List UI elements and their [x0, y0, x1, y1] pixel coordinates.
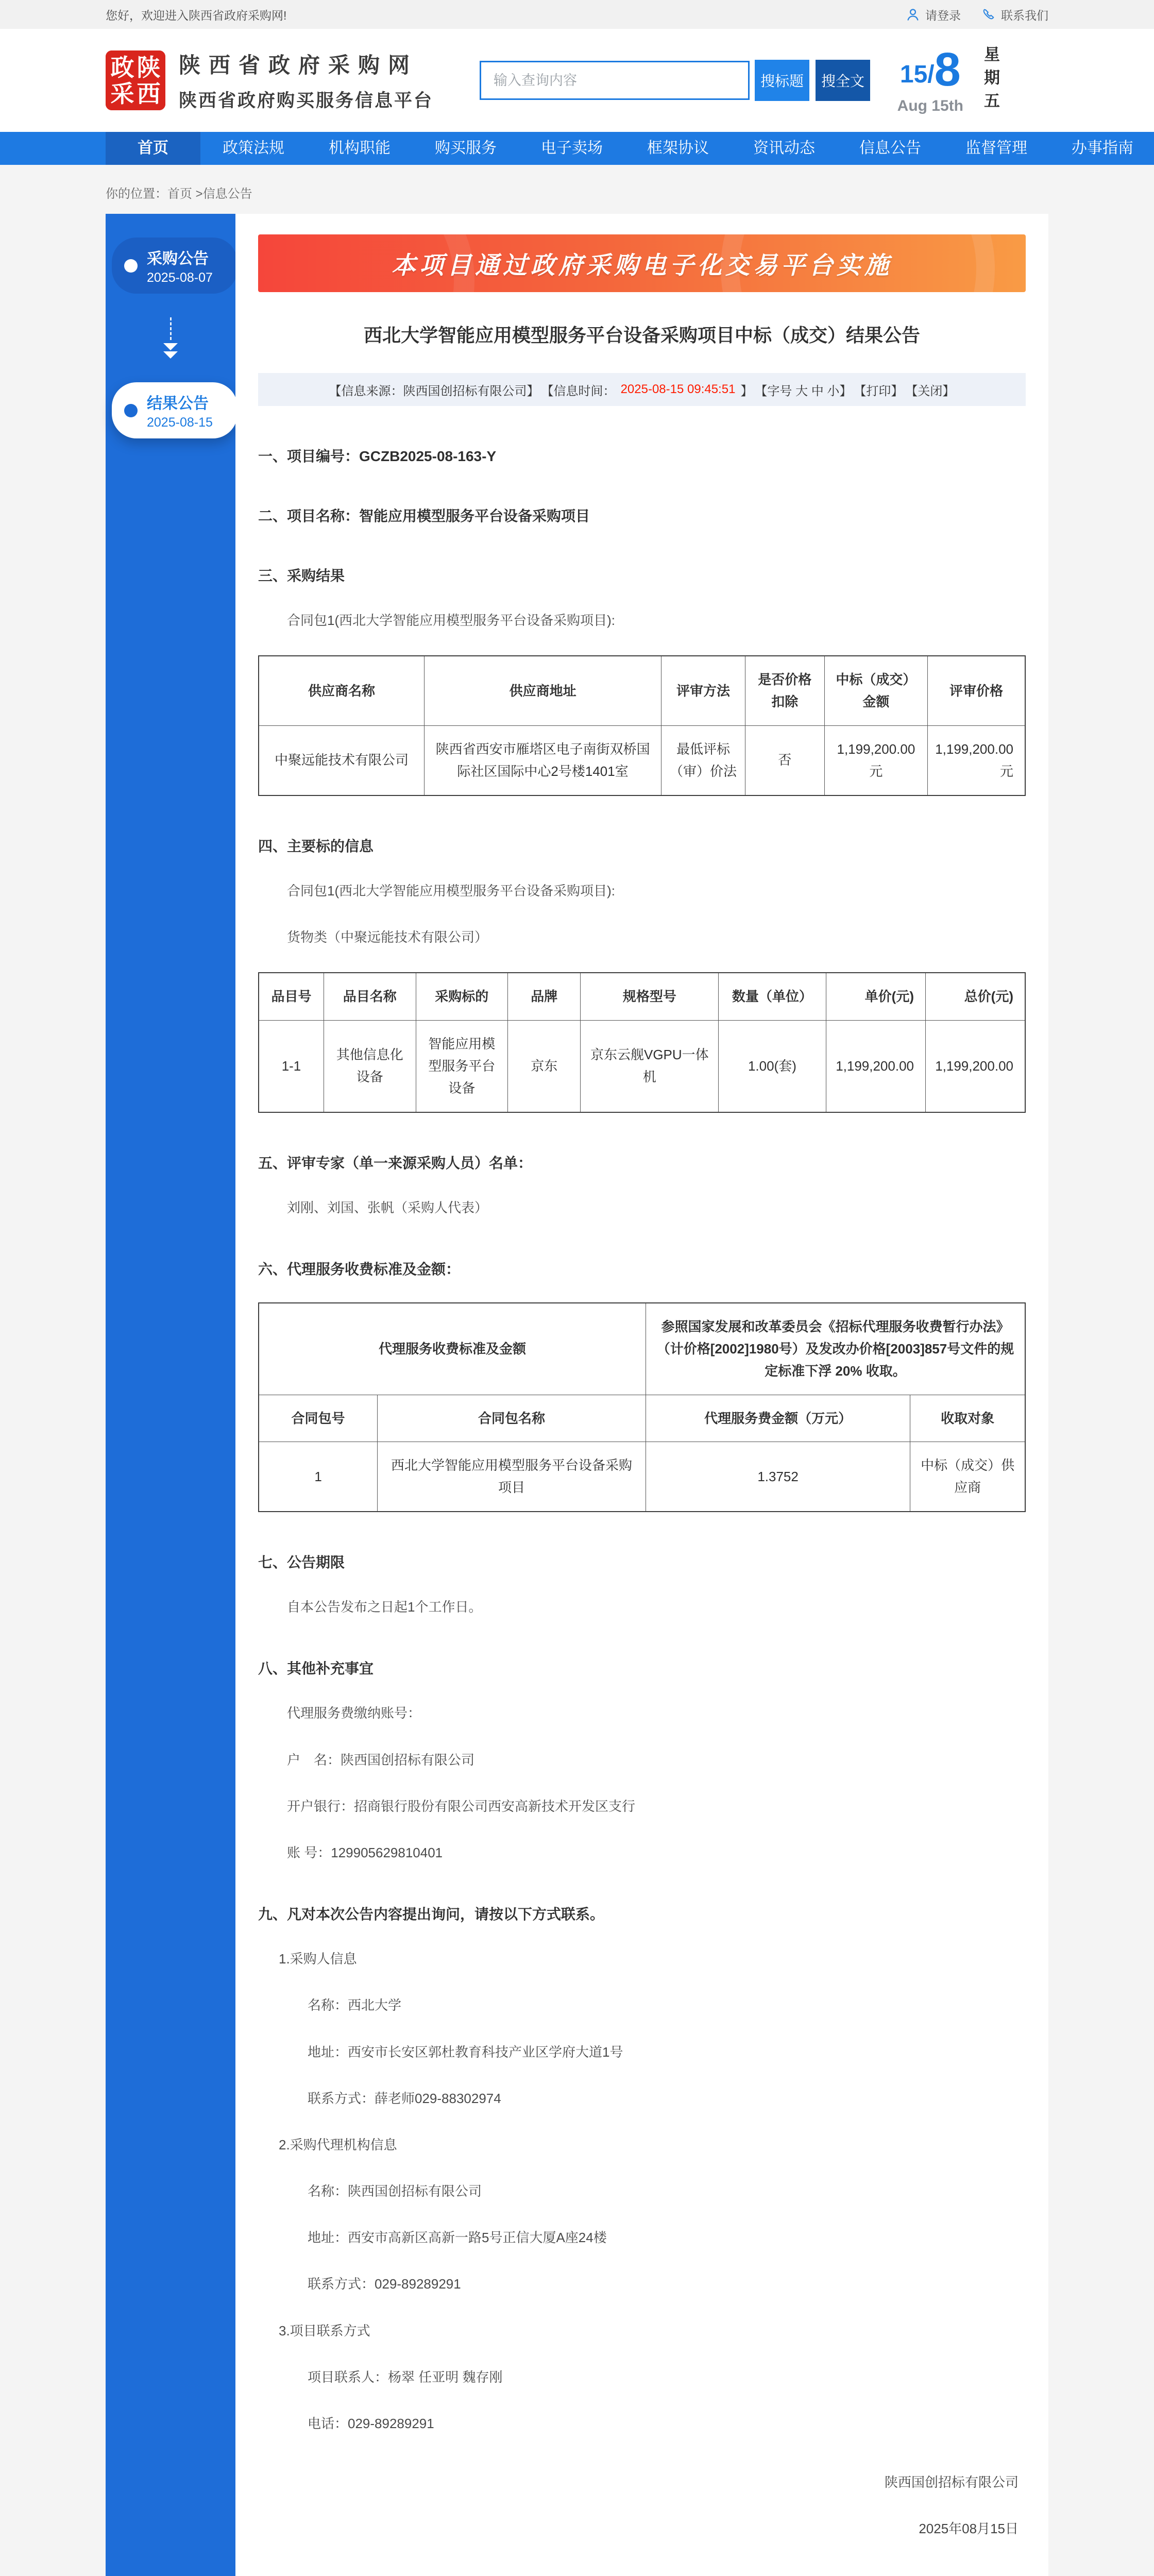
section-supplement-heading: 八、其他补充事宜 — [258, 1660, 374, 1677]
table-header-row: 供应商名称 供应商地址 评审方法 是否价格扣除 中标（成交）金额 评审价格 — [259, 656, 1025, 725]
section-agency-fee-heading: 六、代理服务收费标准及金额： — [258, 1261, 461, 1277]
article-meta-bar: 【信息来源：陕西国创招标有限公司】 【信息时间： 2025-08-15 09:45:51 】 【字号 大 中 小】 【打印】 【关闭】 — [258, 373, 1026, 406]
date-weekday: 星期五 — [981, 45, 999, 115]
contact-link[interactable]: 联系我们 — [981, 6, 1048, 23]
section-contact-heading: 九、凡对本次公告内容提出询问，请按以下方式联系。 — [258, 1906, 605, 1923]
section-period-heading: 七、公告期限 — [258, 1554, 345, 1571]
meta-time: 2025-08-15 09:45:51 — [620, 382, 736, 396]
subject-items-table — [258, 972, 1026, 1113]
table-header-row: 品目号 品目名称 采购标的 品牌 规格型号 数量（单位） 单价(元) 总价(元) — [259, 973, 1025, 1020]
nav-item-policies[interactable]: 政策法规 — [223, 140, 284, 157]
search-bar — [480, 60, 870, 101]
search-title-button[interactable]: 搜标题 — [755, 60, 809, 101]
timeline-arrow-down-icon — [106, 317, 235, 359]
user-icon — [906, 7, 920, 22]
date-widget: 15 / 8 Aug 15th 星期五 — [897, 46, 1048, 115]
phone-icon — [981, 7, 996, 22]
meta-source: 【信息来源：陕西国创招标有限公司】 — [329, 384, 539, 398]
table-header-row: 合同包号 合同包名称 代理服务费金额（万元） 收取对象 — [259, 1395, 1025, 1442]
nav-item-framework[interactable]: 框架协议 — [647, 140, 709, 157]
table-row: 代理服务收费标准及金额 参照国家发展和改革委员会《招标代理服务收费暂行办法》（计价格[2002]1980号）及发改办价格[2003]857号文件的规定标准下浮 20% 收取。 — [259, 1303, 1025, 1395]
date-month: 8 — [934, 43, 961, 96]
section-project-number: 一、项目编号：GCZB2025-08-163-Y — [258, 448, 497, 464]
nav-item-guide[interactable]: 办事指南 — [1072, 140, 1133, 157]
nav-item-emall[interactable]: 电子卖场 — [541, 140, 603, 157]
main-nav — [0, 132, 1154, 165]
signoff-date: 2025年08月15日 — [919, 2521, 1019, 2537]
welcome-text: 您好，欢迎进入陕西省政府采购网! — [106, 8, 287, 22]
site-header — [0, 29, 1154, 132]
site-title: 陕西省政府采购网 — [179, 53, 418, 77]
nav-item-news[interactable]: 资讯动态 — [753, 140, 815, 157]
nav-item-announcements[interactable]: 信息公告 — [859, 140, 921, 157]
date-day: 15 — [900, 61, 928, 88]
section-subject-heading: 四、主要标的信息 — [258, 838, 374, 854]
breadcrumb-current: 信息公告 — [202, 187, 252, 201]
date-english: Aug 15th — [897, 97, 963, 114]
section-project-name: 二、项目名称：智能应用模型服务平台设备采购项目 — [258, 508, 590, 524]
timeline-dot-icon — [124, 259, 138, 273]
close-button[interactable]: 【关闭】 — [905, 384, 955, 398]
article-card: 本项目通过政府采购电子化交易平台实施 西北大学智能应用模型服务平台设备采购项目中标（成交）结果公告 【信息来源：陕西国创招标有限公司】 【信息时间： 2025-08-15 09:45:51 】 【字号 大 中 小】 【打印】 【关闭】 一、项目编号：GCZB2025-08-163-Y 二、项目名称：智能应用模型服务平台设备采购项目 三、采购结果 合同包1(西北大学智能应用模型服务平台设备采购项目): 供应商名称 供应商地址 评审方法 是否价格扣除 中标（成交）金额 评审价格 中聚远能技术有限公司 陕西省西安市雁塔区电子南街双桥国际社区国际中心2号楼1401室 最低评标（审）价法 否 1,199,200.00元 1,199,200.00 元 四、主要标的信息 合同包1(西北大学智能应用模型服务平台设备采购项目): 货物类（中聚远能技术有限公司） 品目号 品目名称 采购标的 品牌 规格型号 数量（单位） 单价(元) 总价(元) 1-1 其他信息化设备 智能应用模型服务平台设备 京东 京东云舰VGPU一体机 1.00(套) 1,199,200.00 1,199,200.00 五、评审专家（单一来源采购人员）名单： 刘刚、刘国、张帆（采购人代表） 六、代理服务收费标准及金额： 代理服务收费标准及金额 参照国家发展和改革委员会《招标代理服务收费暂行办法》（计价格[2002]1980号）及发改办价格[2003]857号文件的规定标准下浮 20% 收取。 合同包号 合同包名称 代理服务费金额（万元） 收取对象 1 西北大学智能应用模型服务平台设备采购项目 1.3752 中标（成交）供应商 七、公告期限 自本公告发布之日起1个工作日。 八、其他补充事宜 代理服务费缴纳账号： 户 名：陕西国创招标有限公司 开户银行：招商银行股份有限公司西安高新技术开发区支行 账 号：129905629810401 九、凡对本次公告内容提出询问，请按以下方式联系。 1.采购人信息 名称：西北大学 地址：西安市长安区郭杜教育科技产业区学府大道1号 联系方式：薛老师029-88302974 2.采购代理机构信息 名称：陕西国创招标有限公司 地址：西安市高新区高新一路5号正信大厦A座24楼 联系方式：029-89289291 3.项目联系方式 项目联系人：杨翠 任亚明 魏存刚 电话：029-89289291 陕西国创招标有限公司 2025年08月15日 — [235, 214, 1048, 2576]
table-row: 1-1 其他信息化设备 智能应用模型服务平台设备 京东 京东云舰VGPU一体机 1.00(套) 1,199,200.00 1,199,200.00 — [259, 1021, 1025, 1112]
search-input[interactable] — [480, 61, 750, 100]
site-subtitle: 陕西省政府购买服务信息平台 — [179, 91, 434, 111]
logo-seal-icon: 政 陕 采 西 — [106, 50, 165, 110]
signoff-company: 陕西国创招标有限公司 — [884, 2475, 1019, 2490]
nav-item-functions[interactable]: 机构职能 — [329, 140, 391, 157]
agency-fee-table — [258, 1302, 1026, 1512]
topbar — [0, 0, 1154, 29]
sidebar-item-procurement-notice[interactable]: 采购公告 2025-08-07 — [112, 238, 237, 294]
login-link[interactable]: 请登录 — [906, 6, 961, 23]
nav-item-purchase-service[interactable]: 购买服务 — [435, 140, 497, 157]
search-fulltext-button[interactable]: 搜全文 — [816, 60, 870, 101]
print-button[interactable]: 【打印】 — [854, 384, 904, 398]
supplier-result-table — [258, 655, 1026, 796]
table-row: 1 西北大学智能应用模型服务平台设备采购项目 1.3752 中标（成交）供应商 — [259, 1442, 1025, 1512]
timeline-dot-icon — [124, 404, 138, 417]
platform-banner: 本项目通过政府采购电子化交易平台实施 — [258, 234, 1026, 292]
table-row: 中聚远能技术有限公司 陕西省西安市雁塔区电子南街双桥国际社区国际中心2号楼1401室 最低评标（审）价法 否 1,199,200.00元 1,199,200.00 元 — [259, 725, 1025, 795]
sidebar-item-result-notice[interactable]: 结果公告 2025-08-15 — [112, 382, 237, 438]
nav-item-supervision[interactable]: 监督管理 — [965, 140, 1027, 157]
site-logo — [106, 48, 433, 112]
breadcrumb-home-link[interactable]: 首页 — [167, 187, 192, 201]
section-result-heading: 三、采购结果 — [258, 568, 345, 584]
timeline-sidebar — [106, 214, 235, 2576]
breadcrumb: 你的位置：首页 >信息公告 — [106, 187, 252, 201]
section-experts-heading: 五、评审专家（单一来源采购人员）名单： — [258, 1155, 533, 1171]
page-title: 西北大学智能应用模型服务平台设备采购项目中标（成交）结果公告 — [363, 325, 920, 346]
nav-item-home[interactable]: 首页 — [106, 132, 200, 165]
font-size-control[interactable]: 【字号 大 中 小】 — [755, 384, 852, 398]
